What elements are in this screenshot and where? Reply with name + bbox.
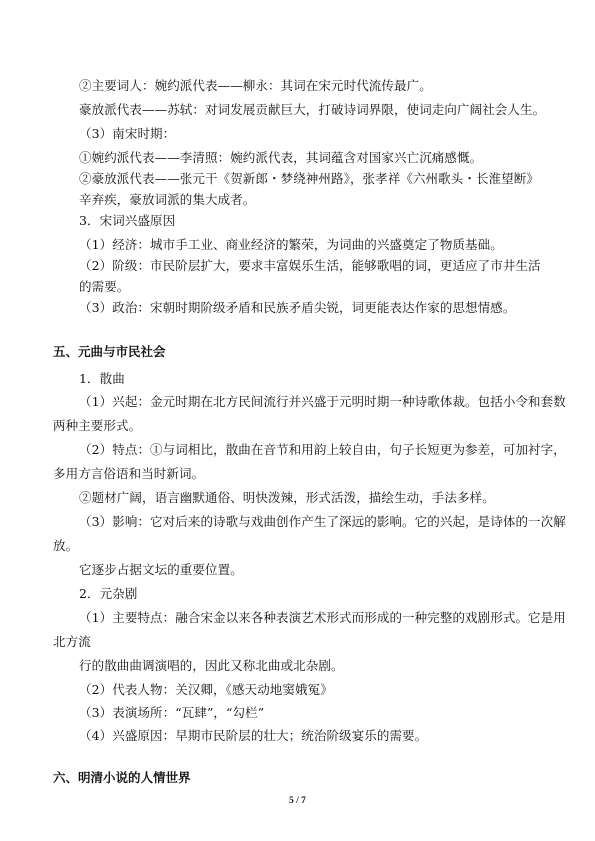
text-line: 两种主要形式。 (53, 418, 142, 433)
text-line: 豪放派代表——苏轼：对词发展贡献巨大，打破诗词界限，使词走向广阔社会人生。 (79, 102, 546, 117)
section-heading: 六、明清小说的人情世界 (53, 770, 191, 785)
text-line: （3）政治：宋朝时期阶级矛盾和民族矛盾尖锐，词更能表达作家的思想情感。 (79, 300, 516, 315)
text-line: 北方流 (53, 634, 91, 649)
text-line: 的需要。 (79, 279, 130, 294)
page-number: 5 / 7 (289, 796, 306, 806)
text-line: 辛弃疾，豪放词派的集大成者。 (79, 192, 256, 207)
text-line: 它逐步占据文坛的重要位置。 (79, 562, 243, 577)
text-line: （3）影响：它对后来的诗歌与戏曲创作产生了深远的影响。它的兴起，是诗体的一次解 (79, 514, 566, 529)
text-line: （2）代表人物：关汉卿，《感天动地窦娥冤》 (79, 682, 333, 697)
text-line: （1）兴起：金元时期在北方民间流行并兴盛于元明时期一种诗歌体裁。包括小令和套数 (79, 394, 566, 409)
text-line: （1）主要特点：融合宋金以来各种表演艺术形式而形成的一种完整的戏剧形式。它是用 (79, 610, 566, 625)
text-line: （3）表演场所：“瓦肆”，“勾栏” (79, 705, 265, 720)
text-line: （4）兴盛原因：早期市民阶层的壮大；统治阶级宴乐的需要。 (79, 728, 428, 743)
text-line: （2）特点：①与词相比，散曲在音节和用韵上较自由，句子长短更为参差，可加衬字， (79, 442, 566, 457)
text-line: ①婉约派代表——李清照：婉约派代表，其词蕴含对国家兴亡沉痛感慨。 (79, 150, 483, 165)
section-heading: 五、元曲与市民社会 (53, 344, 166, 359)
text-line: 放。 (53, 538, 79, 553)
text-line: 多用方言俗语和当时新词。 (53, 466, 205, 481)
text-line: 2．元杂剧 (79, 586, 138, 601)
text-line: （2）阶级：市民阶层扩大，要求丰富娱乐生活，能够歌唱的词，更适应了市井生活 (79, 258, 541, 273)
text-line: （1）经济：城市手工业、商业经济的繁荣，为词曲的兴盛奠定了物质基础。 (79, 237, 503, 252)
text-line: ②主要词人：婉约派代表——柳永：其词在宋元时代流传最广。 (79, 78, 432, 93)
text-line: （3）南宋时期： (79, 126, 176, 141)
text-line: 行的散曲曲调演唱的，因此又称北曲或北杂剧。 (79, 658, 344, 673)
text-line: ②豪放派代表——张元干《贺新郎・梦绕神州路》，张孝祥《六州歌头・长淮望断》 (79, 171, 539, 186)
text-line: 3．宋词兴盛原因 (79, 213, 176, 228)
text-line: 1．散曲 (79, 371, 125, 386)
text-line: ②题材广阔，语言幽默通俗、明快泼辣，形式活泼，描绘生动，手法多样。 (79, 490, 495, 505)
